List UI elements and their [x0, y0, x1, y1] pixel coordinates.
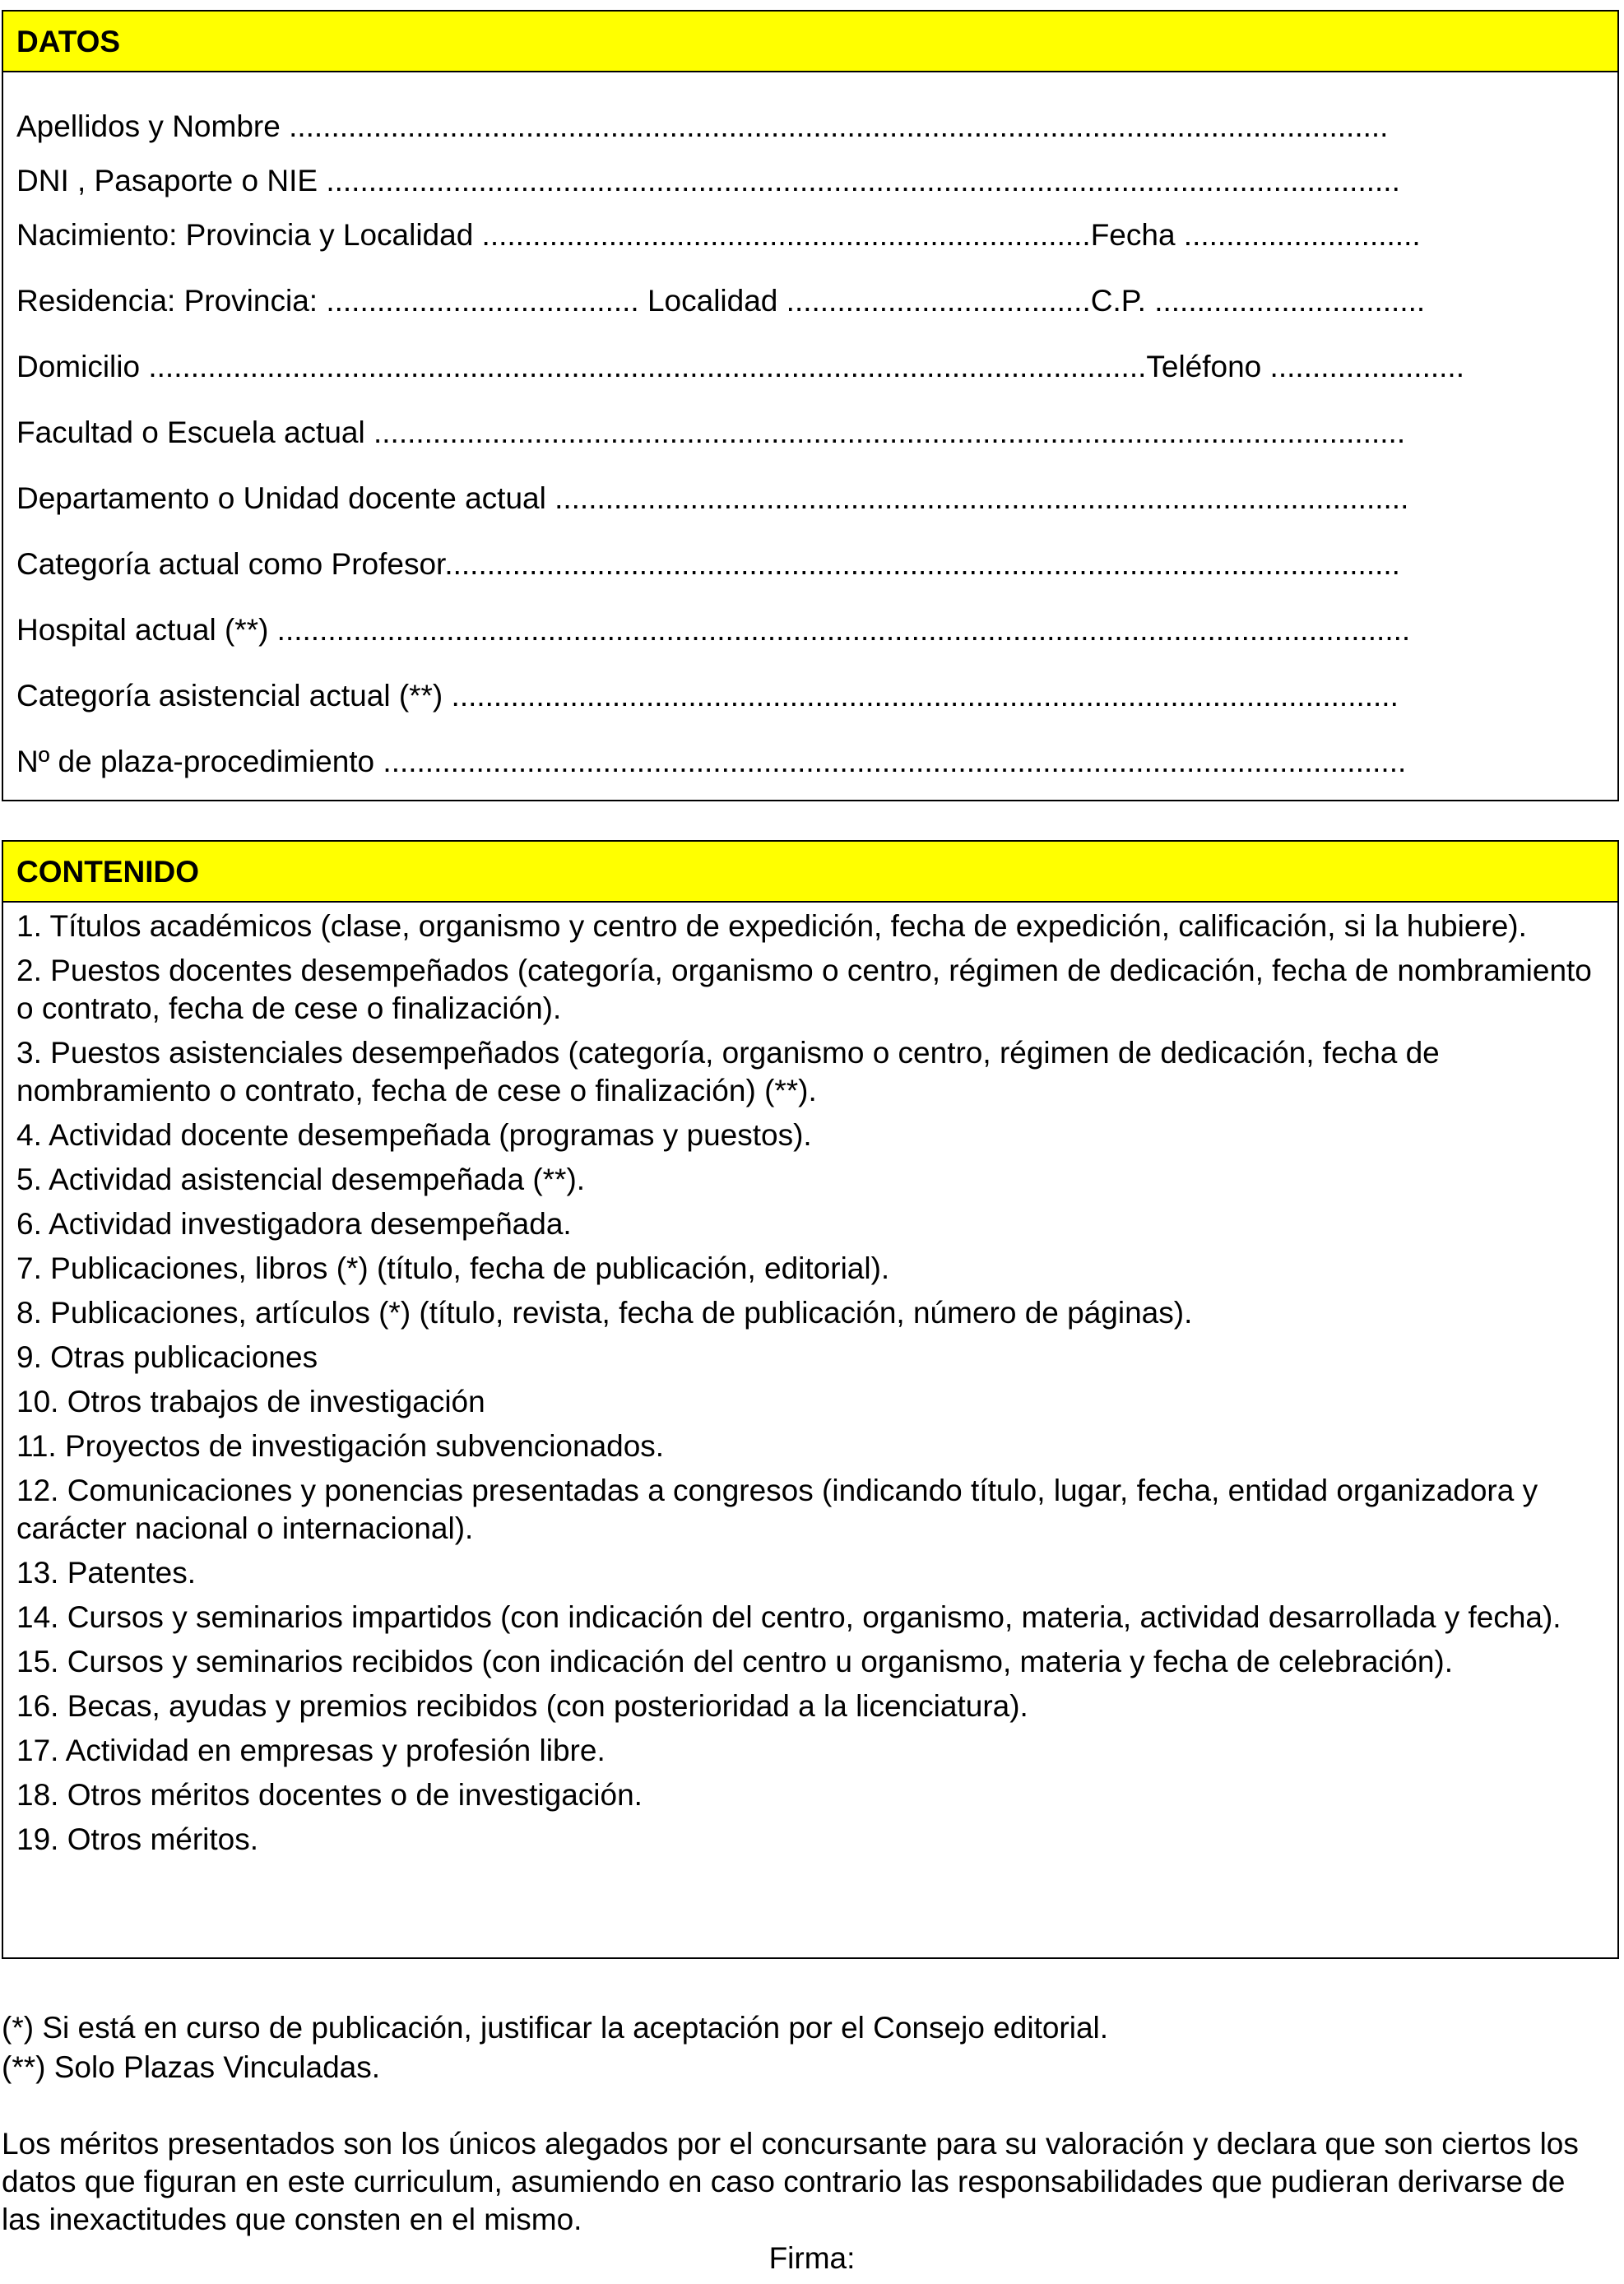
field-apellidos-nombre[interactable]: Apellidos y Nombre .................................................................................................................................. — [16, 109, 1389, 143]
field-plaza-procedimiento[interactable]: Nº de plaza-procedimiento ......................................................................................................................... — [16, 745, 1407, 778]
note-plazas-vinculadas: (**) Solo Plazas Vinculadas. — [2, 2050, 381, 2084]
list-item: 13. Patentes. — [16, 1556, 197, 1590]
list-item: 8. Publicaciones, artículos (*) (título, revista, fecha de publicación, número de páginas). — [16, 1296, 1193, 1330]
list-item: 15. Cursos y seminarios recibidos (con indicación del centro u organismo, materia y fecha de celebración). — [16, 1645, 1454, 1678]
datos-section — [2, 10, 1619, 801]
field-residencia[interactable]: Residencia: Provincia: ..................................... Localidad ....................................C.P. ................................ — [16, 284, 1426, 318]
list-item: 9. Otras publicaciones — [16, 1340, 318, 1374]
field-departamento[interactable]: Departamento o Unidad docente actual ..................................................................................................... — [16, 481, 1409, 515]
field-categoria-profesor[interactable]: Categoría actual como Profesor................................................................................................................. — [16, 547, 1400, 581]
field-domicilio-telefono[interactable]: Domicilio ......................................................................................................................Teléfono ....................... — [16, 350, 1464, 383]
field-dni-pasaporte-nie[interactable]: DNI , Pasaporte o NIE ............................................................................................................................... — [16, 164, 1400, 197]
list-item: 18. Otros méritos docentes o de investigación. — [16, 1778, 643, 1812]
datos-header: DATOS — [3, 12, 1617, 72]
signature-label: Firma: — [768, 2241, 856, 2275]
contenido-header: CONTENIDO — [3, 842, 1617, 903]
list-item: 10. Otros trabajos de investigación — [16, 1385, 485, 1418]
note-publicacion: (*) Si está en curso de publicación, justificar la aceptación por el Consejo editorial. — [2, 2011, 1109, 2045]
list-item: 16. Becas, ayudas y premios recibidos (con posterioridad a la licenciatura). — [16, 1689, 1028, 1723]
list-item: 17. Actividad en empresas y profesión libre. — [16, 1734, 606, 1767]
list-item: 14. Cursos y seminarios impartidos (con indicación del centro, organismo, materia, actividad desarrollada y fecha). — [16, 1600, 1561, 1634]
list-item: 11. Proyectos de investigación subvencionados. — [16, 1429, 665, 1463]
list-item: 6. Actividad investigadora desempeñada. — [16, 1207, 572, 1241]
field-facultad-escuela[interactable]: Facultad o Escuela actual .......................................................................................................................... — [16, 415, 1406, 449]
list-item: 12. Comunicaciones y ponencias presentadas a congresos (indicando título, lugar, fecha, entidad organizadora y carácter nacional o internacional). — [16, 1474, 1538, 1545]
field-nacimiento[interactable]: Nacimiento: Provincia y Localidad ........................................................................Fecha ............................ — [16, 218, 1421, 252]
field-categoria-asistencial[interactable]: Categoría asistencial actual (**) ................................................................................................................ — [16, 679, 1399, 713]
list-item: 1. Títulos académicos (clase, organismo y centro de expedición, fecha de expedición, calificación, si la hubiere). — [16, 909, 1527, 943]
contenido-section — [2, 840, 1619, 1959]
contenido-list — [3, 903, 1617, 1859]
declaration-text: Los méritos presentados son los únicos alegados por el concursante para su valoración y declara que son ciertos los datos que figuran en este curriculum, asumiendo en caso contrario las responsabilidades que pudieran derivarse de las inexactitudes que consten en el mismo. — [2, 2127, 1579, 2236]
list-item: 5. Actividad asistencial desempeñada (**). — [16, 1163, 586, 1196]
list-item: 7. Publicaciones, libros (*) (título, fecha de publicación, editorial). — [16, 1251, 890, 1285]
field-hospital[interactable]: Hospital actual (**) ...................................................................................................................................... — [16, 613, 1411, 647]
list-item: 2. Puestos docentes desempeñados (categoría, organismo o centro, régimen de dedicación, fecha de nombramiento o contrato, fecha de cese o finalización). — [16, 954, 1592, 1025]
list-item: 3. Puestos asistenciales desempeñados (categoría, organismo o centro, régimen de dedicación, fecha de nombramiento o contrato, fecha de cese o finalización) (**). — [16, 1036, 1440, 1107]
list-item: 4. Actividad docente desempeñada (programas y puestos). — [16, 1118, 812, 1152]
list-item: 19. Otros méritos. — [16, 1822, 259, 1856]
